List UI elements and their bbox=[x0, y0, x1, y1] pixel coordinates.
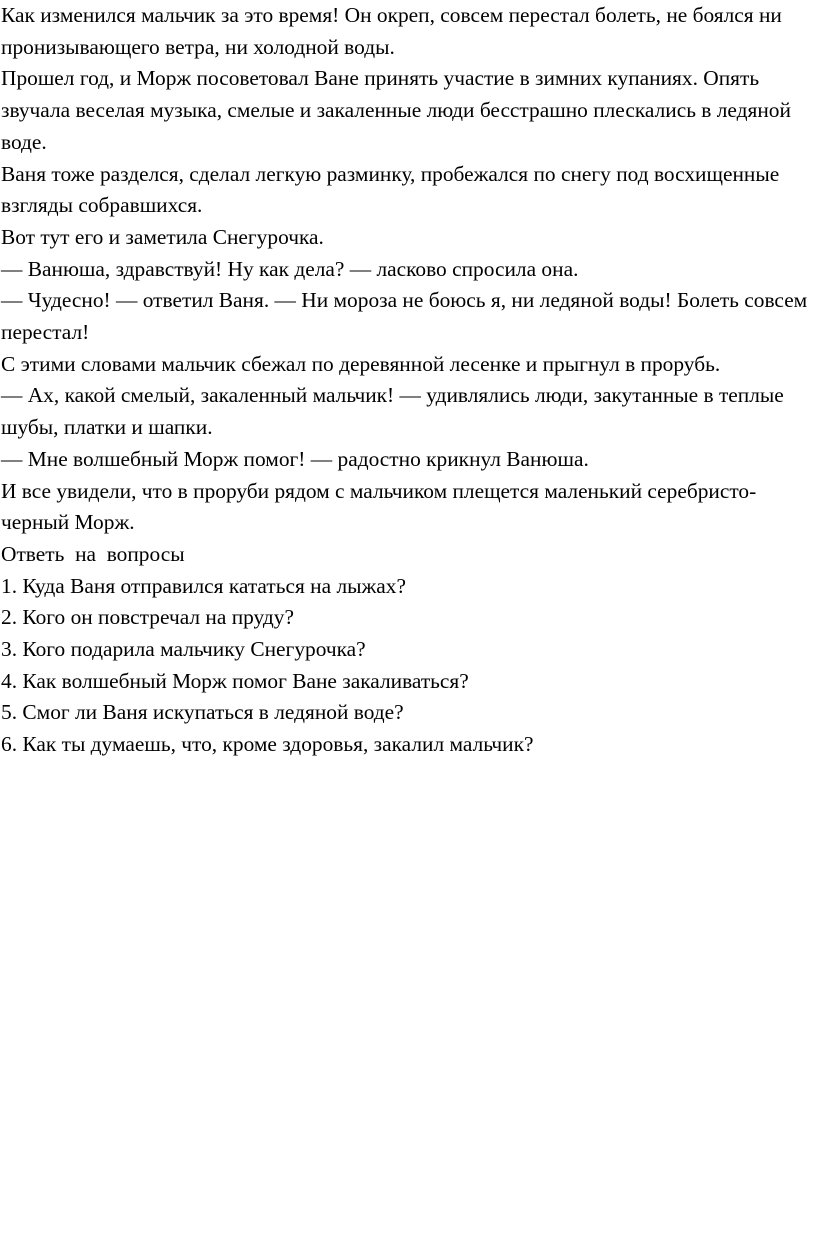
question-item-3: 3. Кого подарила мальчику Снегурочка? bbox=[1, 637, 366, 662]
question-item-4: 4. Как волшебный Морж помог Ване закаливаться? bbox=[1, 668, 469, 693]
question-item-6: 6. Как ты думаешь, что, кроме здоровья, закалил мальчик? bbox=[1, 732, 534, 757]
story-paragraph-8: — Ах, какой смелый, закаленный мальчик! — удивлялись люди, закутанные в теплые шубы, платки и шапки. bbox=[1, 383, 784, 440]
story-paragraph-1: Как изменился мальчик за это время! Он окреп, совсем перестал болеть, не боялся ни пронизывающего ветра, ни холодной воды. bbox=[1, 3, 782, 59]
document-text bbox=[1, 0, 813, 761]
story-paragraph-4: Вот тут его и заметила Снегурочка. bbox=[1, 224, 324, 249]
question-item-1: 1. Куда Ваня отправился кататься на лыжах? bbox=[1, 573, 406, 598]
story-paragraph-5: — Ванюша, здравствуй! Ну как дела? — ласково спросила она. bbox=[1, 256, 579, 281]
question-item-5: 5. Смог ли Ваня искупаться в ледяной воде? bbox=[1, 700, 404, 725]
story-paragraph-2: Прошел год, и Морж посоветовал Ване принять участие в зимних купаниях. Опять звучала веселая музыка, смелые и закаленные люди бесстрашно плескались в ледяной воде. bbox=[1, 66, 791, 154]
story-paragraph-7: С этими словами мальчик сбежал по деревянной лесенке и прыгнул в прорубь. bbox=[1, 351, 721, 376]
story-paragraph-10: И все увидели, что в проруби рядом с мальчиком плещется маленький серебристо-черный Морж. bbox=[1, 478, 757, 535]
questions-heading: Ответь на вопросы bbox=[1, 541, 185, 566]
story-paragraph-3: Ваня тоже разделся, сделал легкую разминку, пробежался по снегу под восхищенные взгляды собравшихся. bbox=[1, 161, 780, 218]
questions-list bbox=[1, 571, 813, 761]
question-item-2: 2. Кого он повстречал на пруду? bbox=[1, 605, 294, 630]
story-paragraph-6: — Чудесно! — ответил Ваня. — Ни мороза не боюсь я, ни ледяной воды! Болеть совсем перестал! bbox=[1, 288, 808, 345]
story-paragraph-9: — Мне волшебный Морж помог! — радостно крикнул Ванюша. bbox=[1, 446, 589, 471]
